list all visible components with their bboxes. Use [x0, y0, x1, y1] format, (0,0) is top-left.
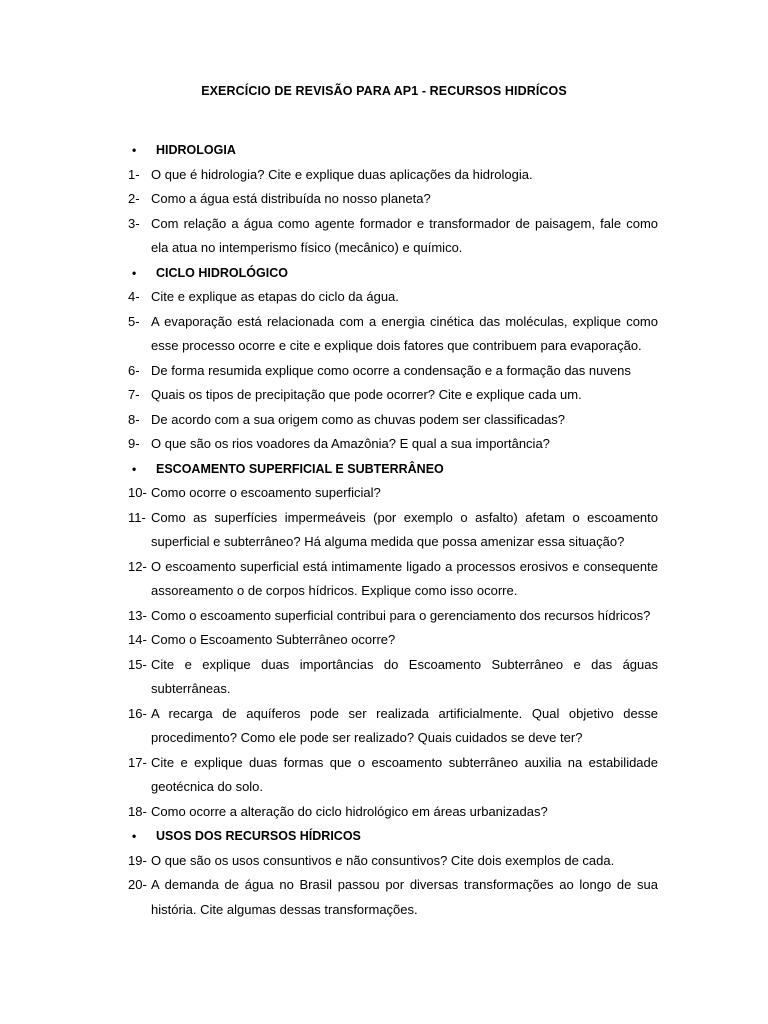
question-item [128, 849, 658, 874]
question-number: 7- [128, 387, 140, 402]
question-text: Quais os tipos de precipitação que pode ocorrer? Cite e explique cada um. [151, 387, 582, 402]
question-number: 5- [128, 313, 140, 329]
section-heading-label: ESCOAMENTO SUPERFICIAL E SUBTERRÂNEO [156, 461, 444, 476]
question-number: 17- [128, 754, 147, 770]
question-item [128, 383, 658, 408]
question-number: 3- [128, 215, 140, 231]
question-item [128, 628, 658, 653]
question-number: 9- [128, 436, 140, 451]
question-item [128, 163, 658, 188]
question-number: 12- [128, 558, 147, 574]
question-item [128, 702, 658, 751]
question-item [128, 408, 658, 433]
question-text: Cite e explique duas formas que o escoamento subterrâneo auxilia na estabilidade geotécnica do solo. [151, 754, 658, 794]
section-heading-label: HIDROLOGIA [156, 143, 236, 157]
question-number: 2- [128, 191, 140, 206]
question-text: Com relação a água como agente formador e transformador de paisagem, fale como ela atua no intemperismo físico (mecânico) e químico. [151, 215, 658, 255]
section-heading [128, 824, 658, 849]
question-text: O que são os rios voadores da Amazônia? E qual a sua importância? [151, 436, 550, 451]
question-item [128, 800, 658, 825]
bullet-icon: • [132, 143, 137, 157]
question-item [128, 604, 658, 629]
question-item [128, 212, 658, 261]
section-heading [128, 457, 658, 482]
question-text: O que é hidrologia? Cite e explique duas aplicações da hidrologia. [151, 166, 533, 182]
question-text: De forma resumida explique como ocorre a condensação e a formação das nuvens [151, 362, 631, 378]
question-item [128, 653, 658, 702]
bullet-icon: • [132, 461, 137, 476]
question-text: Como o Escoamento Subterrâneo ocorre? [151, 632, 396, 647]
question-item [128, 555, 658, 604]
document-title: EXERCÍCIO DE REVISÃO PARA AP1 - RECURSOS HIDRÍCOS [201, 84, 567, 98]
question-text: Cite e explique duas importâncias do Escoamento Subterrâneo e das águas subterrâneas. [151, 656, 658, 696]
question-text: Como as superfícies impermeáveis (por exemplo o asfalto) afetam o escoamento superficial e subterrâneo? Há alguma medida que possa amenizar essa situação? [151, 509, 658, 549]
question-number: 19- [128, 852, 147, 868]
question-text: A evaporação está relacionada com a energia cinética das moléculas, explique como esse processo ocorre e cite e explique dois fatores que contribuem para evaporação. [151, 313, 658, 353]
question-number: 11- [128, 509, 146, 525]
question-item [128, 359, 658, 384]
question-number: 10- [128, 485, 147, 500]
question-text: Como ocorre a alteração do ciclo hidrológico em áreas urbanizadas? [151, 803, 548, 819]
question-number: 8- [128, 411, 140, 427]
question-number: 20- [128, 877, 147, 892]
question-number: 16- [128, 705, 147, 721]
section-heading-label: CICLO HIDROLÓGICO [156, 265, 288, 280]
question-text: A recarga de aquíferos pode ser realizada artificialmente. Qual objetivo desse procedimento? Como ele pode ser realizado? Quais cuidados se deve ter? [151, 705, 658, 745]
question-text: Como o escoamento superficial contribui para o gerenciamento dos recursos hídricos? [151, 607, 651, 623]
question-text: Como a água está distribuída no nosso planeta? [151, 191, 431, 206]
question-item [128, 873, 658, 922]
question-text: O que são os usos consuntivos e não consuntivos? Cite dois exemplos de cada. [151, 852, 615, 868]
question-text: De acordo com a sua origem como as chuvas podem ser classificadas? [151, 411, 566, 427]
question-number: 14- [128, 632, 147, 647]
question-number: 1- [128, 166, 140, 182]
question-number: 13- [128, 607, 147, 623]
section-heading-label: USOS DOS RECURSOS HÍDRICOS [156, 829, 361, 843]
question-item [128, 751, 658, 800]
question-number: 6- [128, 362, 140, 378]
question-text: Cite e explique as etapas do ciclo da água. [151, 289, 399, 304]
bullet-icon: • [132, 265, 137, 280]
question-item [128, 285, 658, 310]
section-heading [128, 261, 658, 286]
question-number: 18- [128, 803, 147, 819]
question-item [128, 506, 658, 555]
question-text: A demanda de água no Brasil passou por diversas transformações ao longo de sua história. Cite algumas dessas transformações. [151, 877, 658, 917]
question-item [128, 481, 658, 506]
question-text: Como ocorre o escoamento superficial? [151, 485, 381, 500]
question-item [128, 432, 658, 457]
question-text: O escoamento superficial está intimamente ligado a processos erosivos e consequente assoreamento o de corpos hídricos. Explique como isso ocorre. [151, 558, 658, 598]
question-number: 4- [128, 289, 140, 304]
question-item [128, 310, 658, 359]
question-item [128, 187, 658, 212]
section-heading [128, 138, 658, 163]
question-list [128, 138, 658, 922]
question-number: 15- [128, 656, 147, 672]
bullet-icon: • [132, 829, 137, 843]
